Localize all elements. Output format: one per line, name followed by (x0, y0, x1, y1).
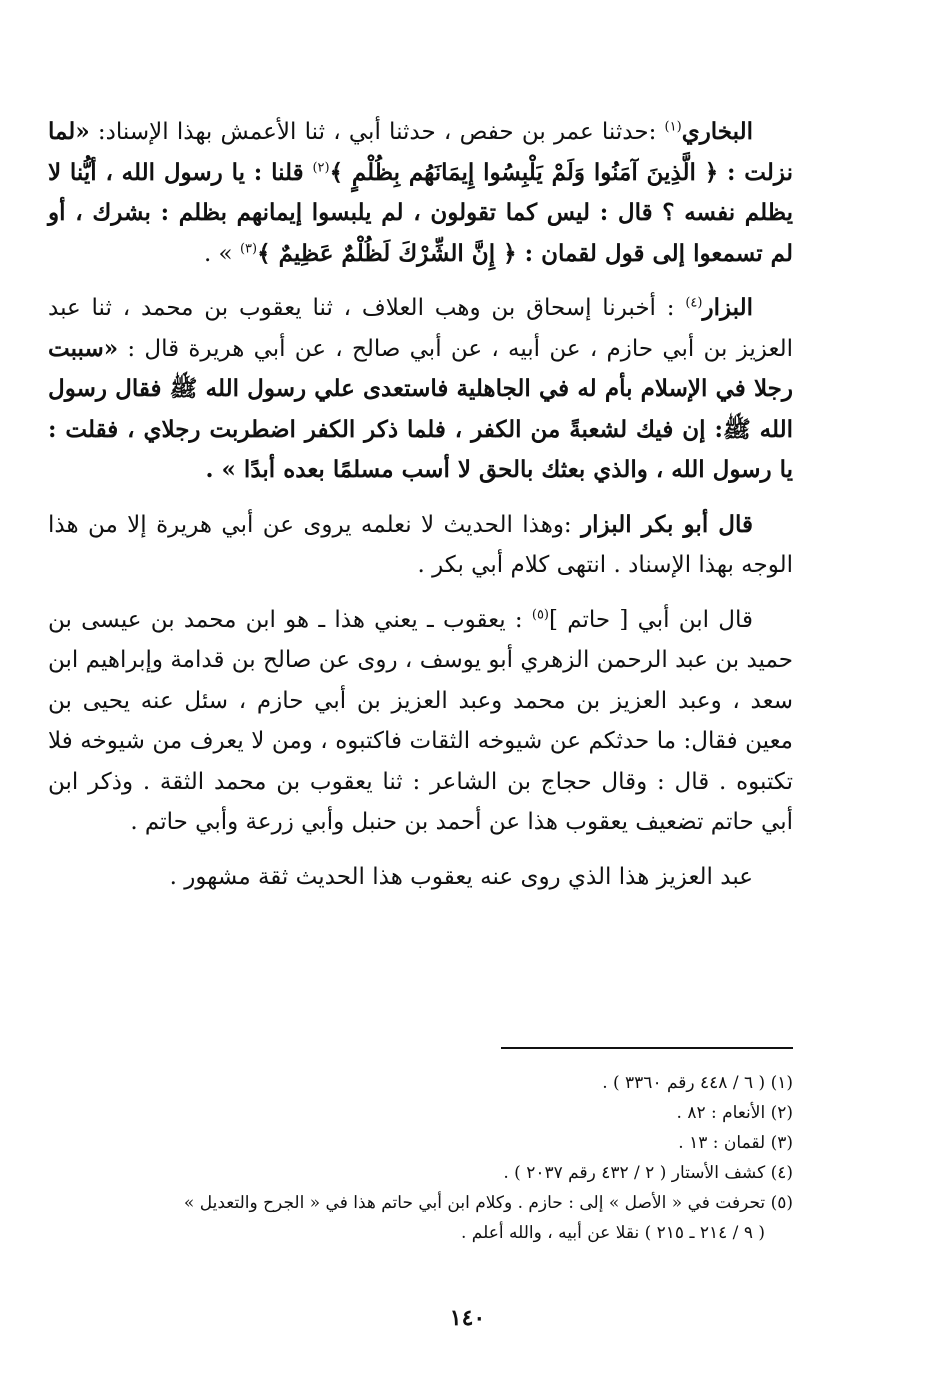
footnotes (48, 1068, 793, 1248)
footnote-ref-5: (٥) (531, 606, 549, 622)
footnote-4: (٤) كشف الأستار ( ٢ / ٤٣٢ رقم ٢٠٣٧ ) . (503, 1163, 793, 1183)
footnote-ref-3: (٣) (239, 240, 258, 256)
speaker-name: قال ابن أبي [ حاتم ] (549, 606, 753, 633)
paragraph-ibn-abi-hatim (48, 600, 793, 843)
paragraph-conclusion (48, 857, 793, 898)
paragraph-bazzar (48, 288, 793, 491)
source-name: البزار (702, 294, 753, 321)
biography-text: : يعقوب ـ يعني هذا ـ هو ابن محمد بن عيسى بن حميد بن عبد الرحمن الزهري أبو يوسف ، روى عن صالح بن قدامة وإبراهيم ابن سعد ، وعبد العزيز بن محمد وعبد العزيز بن أبي حازم ، سئل عنه يحيى بن معين فقال: ما حدثكم عن شيوخه الثقات فاكتبوه ، ومن لا يعرف من شيوخه فلا تكتبوه . قال : وقال حجاج بن الشاعر : ثنا يعقوب بن محمد الثقة . وذكر ابن أبي حاتم تضعيف يعقوب هذا عن أحمد بن حنبل وأبي زرعة وأبي حاتم . (48, 606, 793, 835)
hadith-end: » . (203, 240, 240, 267)
footnote-divider (501, 1047, 793, 1049)
speaker-name: قال أبو بكر البزار (581, 510, 753, 538)
footnote-2: (٢) الأنعام : ٨٢ . (676, 1103, 793, 1123)
source-name: البخاري (681, 118, 753, 145)
footnote-5: (٥) تحرفت في « الأصل » إلى : حازم . وكلام ابن أبي حاتم هذا في « الجرح والتعديل » (183, 1193, 793, 1213)
hadith-text: «لما نزلت : ﴿ الَّذِينَ آمَنُوا وَلَمْ يَلْبِسُوا إِيمَانَهُم بِظُلْمٍ ﴾ (48, 118, 793, 186)
conclusion-text: عبد العزيز هذا الذي روى عنه يعقوب هذا الحديث ثقة مشهور . (169, 863, 753, 890)
comment-text: :وهذا الحديث لا نعلمه يروى عن أبي هريرة إلا من هذا الوجه بهذا الإسناد . انتهى كلام أبي بكر . (48, 511, 793, 578)
hadith-text-cont: قلنا : يا رسول الله ، أيُّنا لا يظلم نفسه ؟ قال : ليس كما تقولون ، لم يلبسوا إيمانهم بظلم : بشرك ، أو لم تسمعوا إلى قول لقمان : ﴿ إِنَّ الشِّرْكَ لَظُلْمٌ عَظِيمٌ ﴾ (48, 158, 793, 267)
isnad-text: :حدثنا عمر بن حفص ، حدثنا أبي ، ثنا الأعمش بهذا الإسناد: (89, 119, 665, 145)
footnote-5-continued: ( ٩ / ٢١٤ ـ ٢١٥ ) نقلا عن أبيه ، والله أعلم . (460, 1223, 765, 1243)
footnote-ref-1: (١) (664, 119, 682, 135)
main-text (48, 112, 793, 911)
paragraph-bukhari (48, 112, 793, 274)
paragraph-bazzar-comment (48, 505, 793, 586)
footnote-1: (١) ( ٦ / ٤٤٨ رقم ٣٣٦٠ ) . (602, 1073, 793, 1093)
footnote-ref-4: (٤) (685, 295, 703, 311)
footnote-ref-2: (٢) (312, 159, 330, 175)
hadith-text: «سببت رجلا في الإسلام بأم له في الجاهلية فاستعدى علي رسول الله ﷺ فقال رسول الله ﷺ: إن فيك لشعبةً من الكفر ، فلما ذكر الكفر اضطربت رجلاي ، فقلت : يا رسول الله ، والذي بعثك بالحق لا أسب مسلمًا بعده أبدًا » . (48, 334, 793, 483)
footnote-3: (٣) لقمان : ١٣ . (678, 1133, 793, 1153)
page-number: ١٤٠ (449, 1305, 486, 1331)
isnad-text: : أخبرنا إسحاق بن وهب العلاف ، ثنا يعقوب بن محمد ، ثنا عبد العزيز بن أبي حازم ، عن أبيه ، عن أبي صالح ، عن أبي هريرة قال : (48, 295, 793, 362)
